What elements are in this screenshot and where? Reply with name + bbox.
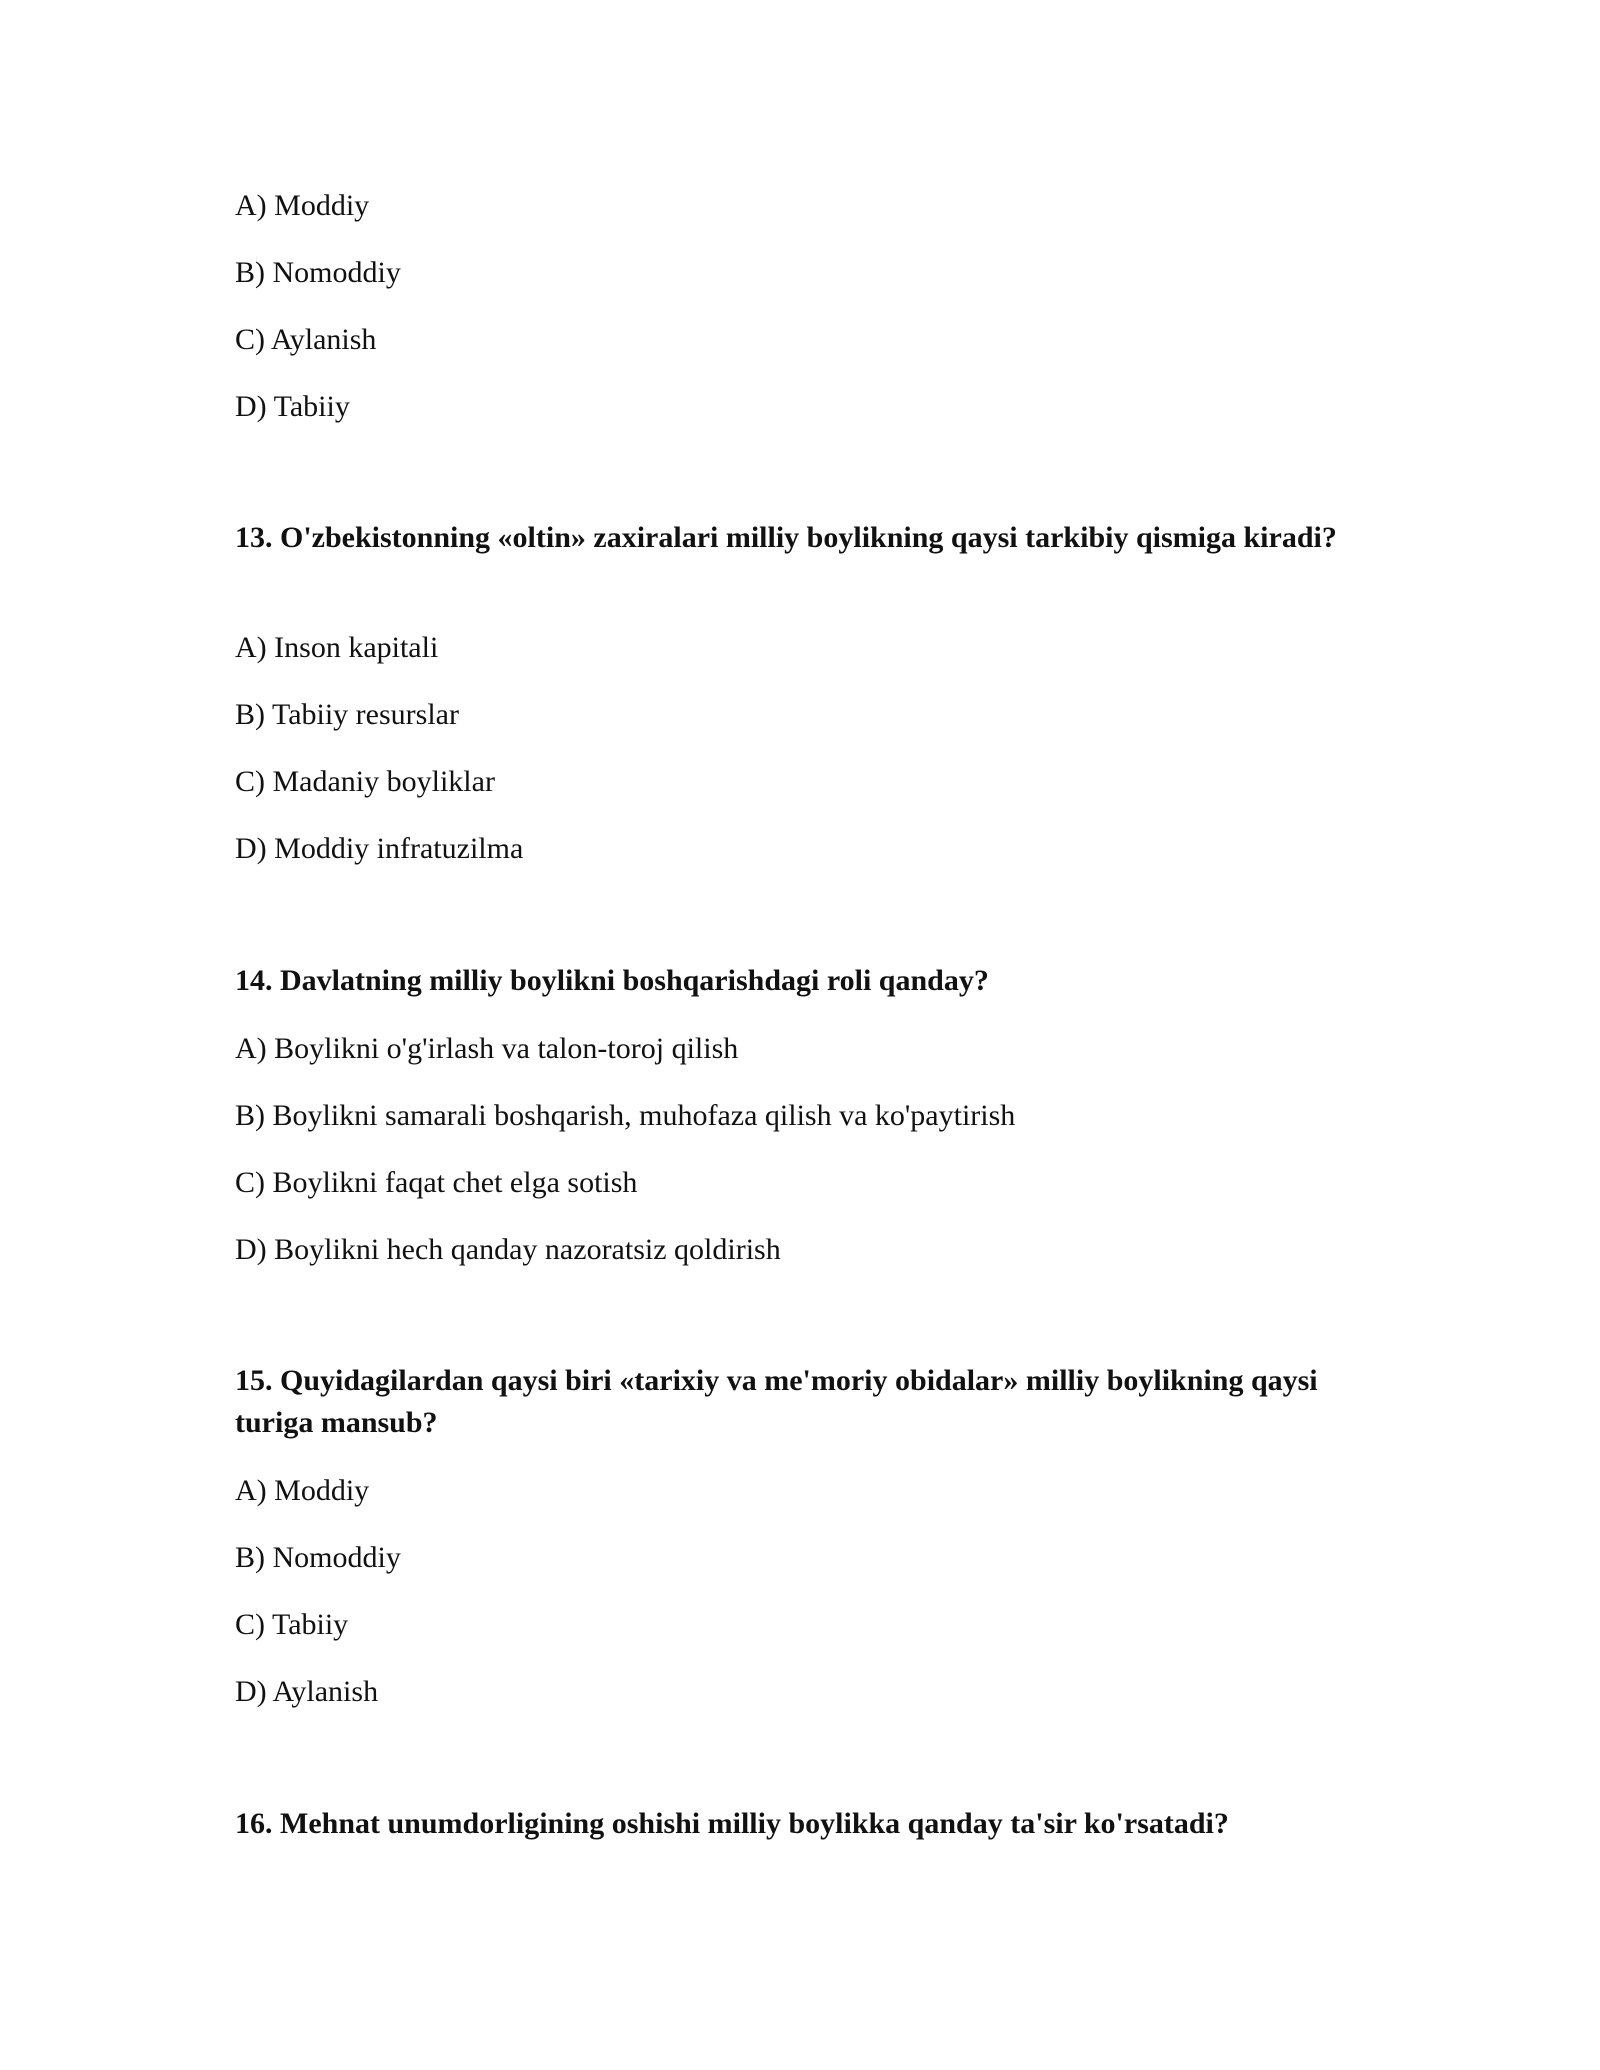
option-15-b: B) Nomoddiy	[235, 1541, 401, 1574]
option-15-c: C) Tabiiy	[235, 1608, 349, 1641]
option-12-c: C) Aylanish	[235, 323, 377, 356]
option-14-b: B) Boylikni samarali boshqarish, muhofaza qilish va ko'paytirish	[235, 1099, 1016, 1132]
question-16: 16. Mehnat unumdorligining oshishi milliy boylikka qanday ta'sir ko'rsatadi?	[235, 1807, 1229, 1840]
option-12-a: A) Moddiy	[235, 189, 370, 222]
option-13-c: C) Madaniy boyliklar	[235, 765, 495, 798]
question-15: 15. Quyidagilardan qaysi biri «tarixiy va me'moriy obidalar» milliy boylikning qaysi turiga mansub?	[235, 1364, 1318, 1439]
option-13-a: A) Inson kapitali	[235, 631, 439, 664]
question-14: 14. Davlatning milliy boylikni boshqarishdagi roli qanday?	[235, 964, 989, 997]
question-13: 13. O'zbekistonning «oltin» zaxiralari milliy boylikning qaysi tarkibiy qismiga kiradi?	[235, 521, 1337, 554]
option-14-a: A) Boylikni o'g'irlash va talon-toroj qilish	[235, 1032, 739, 1065]
option-13-b: B) Tabiiy resurslar	[235, 698, 459, 731]
option-15-a: A) Moddiy	[235, 1474, 370, 1507]
option-12-d: D) Tabiiy	[235, 390, 350, 423]
option-14-c: C) Boylikni faqat chet elga sotish	[235, 1166, 638, 1199]
option-15-d: D) Aylanish	[235, 1675, 379, 1708]
option-14-d: D) Boylikni hech qanday nazoratsiz qoldirish	[235, 1233, 781, 1266]
option-13-d: D) Moddiy infratuzilma	[235, 832, 524, 865]
option-12-b: B) Nomoddiy	[235, 256, 401, 289]
